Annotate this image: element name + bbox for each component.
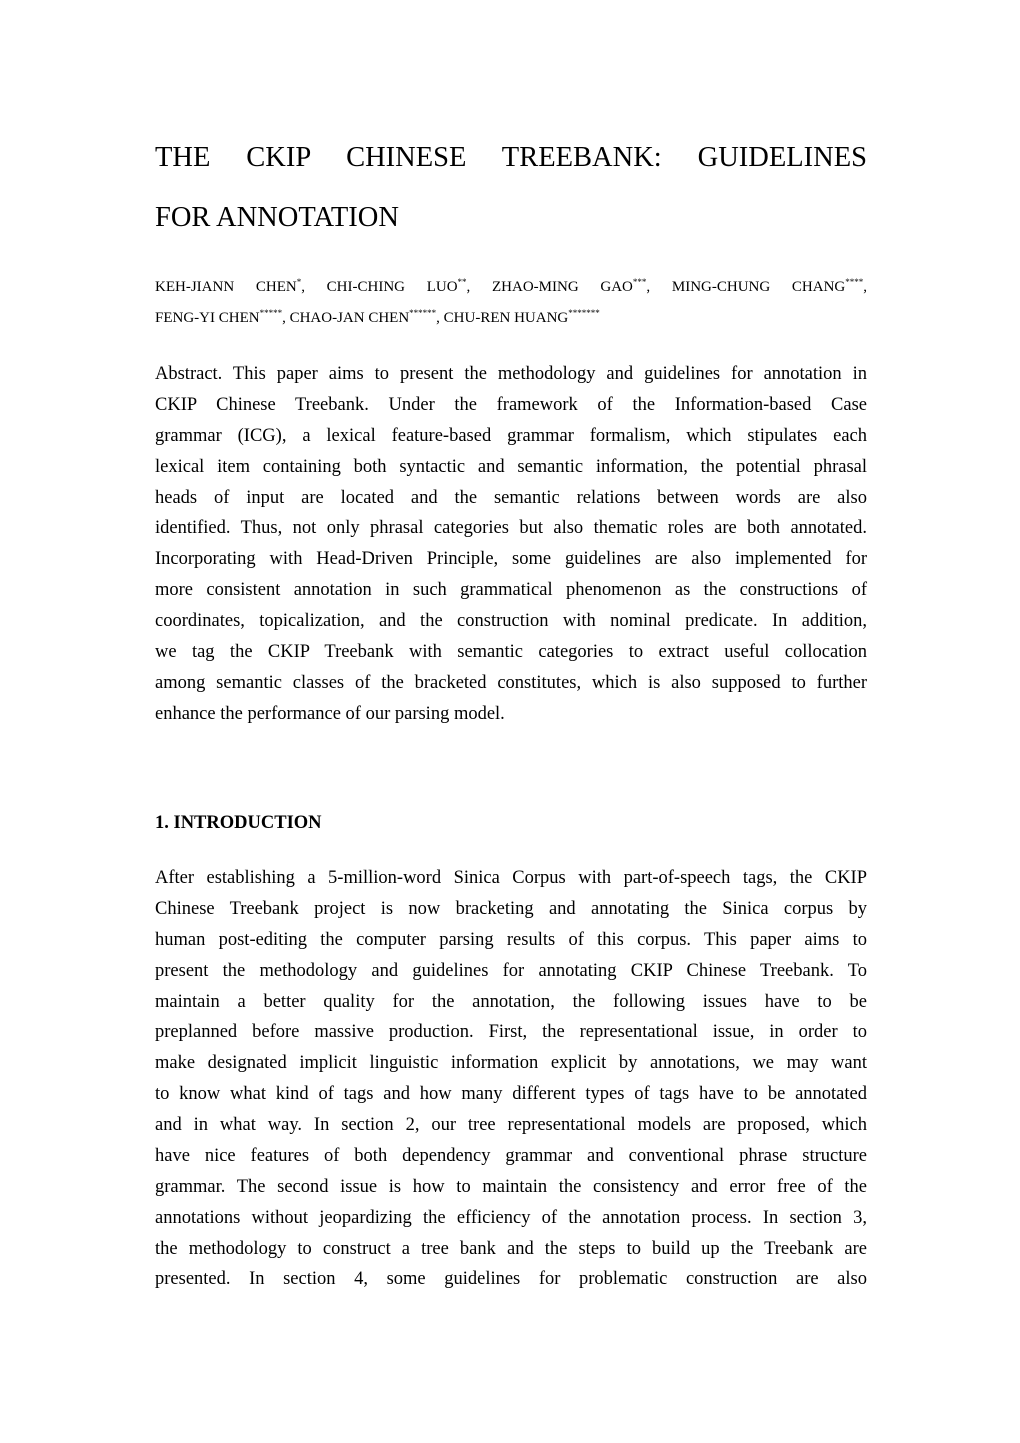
author-name: ZHAO-MING GAO — [492, 279, 633, 295]
body-line: annotations without jeopardizing the efficiency of the annotation process. In section 3, — [155, 1208, 867, 1228]
abstract-line: more consistent annotation in such grammatical phenomenon as the constructions of — [155, 580, 867, 600]
body-line: and in what way. In section 2, our tree representational models are proposed, which — [155, 1115, 867, 1135]
author-footnote-mark: ***** — [259, 308, 283, 318]
author-name: CHU-REN HUANG — [443, 310, 569, 326]
body-line: to know what kind of tags and how many different types of tags have to be annotated — [155, 1084, 867, 1104]
author-separator: , — [436, 310, 444, 326]
section-heading-introduction: 1. INTRODUCTION — [155, 813, 322, 833]
body-line: present the methodology and guidelines for annotating CKIP Chinese Treebank. To — [155, 961, 867, 981]
abstract-line: lexical item containing both syntactic and semantic information, the potential phrasal — [155, 457, 867, 477]
body-line: grammar. The second issue is how to maintain the consistency and error free of the — [155, 1177, 867, 1197]
abstract-line: CKIP Chinese Treebank. Under the framework of the Information-based Case — [155, 395, 867, 415]
abstract-line: Incorporating with Head-Driven Principle, some guidelines are also implemented for — [155, 549, 867, 569]
authors-line-2 — [155, 308, 867, 328]
author-footnote-mark: *** — [632, 277, 647, 287]
body-line: preplanned before massive production. First, the representational issue, in order to — [155, 1022, 867, 1042]
author-footnote-mark: * — [296, 277, 302, 287]
abstract-line: we tag the CKIP Treebank with semantic categories to extract useful collocation — [155, 642, 867, 662]
author-separator: , — [301, 279, 327, 295]
abstract-line: enhance the performance of our parsing model. — [155, 704, 505, 724]
author-separator: , — [646, 279, 672, 295]
paper-title-line-2: FOR ANNOTATION — [155, 202, 399, 233]
body-line: maintain a better quality for the annotation, the following issues have to be — [155, 992, 867, 1012]
body-line: have nice features of both dependency grammar and conventional phrase structure — [155, 1146, 867, 1166]
author-name: CHI-CHING LUO — [326, 279, 458, 295]
abstract-line: coordinates, topicalization, and the construction with nominal predicate. In addition, — [155, 611, 867, 631]
abstract-line: identified. Thus, not only phrasal categories but also thematic roles are both annotated. — [155, 518, 867, 538]
body-line: presented. In section 4, some guidelines for problematic construction are also — [155, 1269, 867, 1289]
author-separator: , — [282, 310, 290, 326]
body-line: make designated implicit linguistic information explicit by annotations, we may want — [155, 1053, 867, 1073]
authors-line-1 — [155, 277, 867, 297]
abstract-line: grammar (ICG), a lexical feature-based grammar formalism, which stipulates each — [155, 426, 867, 446]
body-line: the methodology to construct a tree bank and the steps to build up the Treebank are — [155, 1239, 867, 1259]
author-name: MING-CHUNG CHANG — [671, 279, 846, 295]
author-footnote-mark: ****** — [409, 308, 437, 318]
author-name: KEH-JIANN CHEN — [155, 279, 297, 295]
abstract-line: heads of input are located and the semantic relations between words are also — [155, 488, 867, 508]
author-separator: , — [466, 279, 493, 295]
paper-title-line-1: THE CKIP CHINESE TREEBANK: GUIDELINES — [155, 142, 867, 173]
abstract-line: among semantic classes of the bracketed constitutes, which is also supposed to further — [155, 673, 867, 693]
author-footnote-mark: ******* — [568, 308, 600, 318]
body-line: human post-editing the computer parsing results of this corpus. This paper aims to — [155, 930, 867, 950]
author-footnote-mark: **** — [845, 277, 864, 287]
author-separator: , — [863, 279, 867, 295]
body-line: After establishing a 5-million-word Sinica Corpus with part-of-speech tags, the CKIP — [155, 868, 867, 888]
body-line: Chinese Treebank project is now bracketing and annotating the Sinica corpus by — [155, 899, 867, 919]
author-footnote-mark: ** — [457, 277, 467, 287]
author-name: FENG-YI CHEN — [155, 310, 260, 326]
abstract-line: Abstract. This paper aims to present the methodology and guidelines for annotation in — [155, 364, 867, 384]
author-name: CHAO-JAN CHEN — [289, 310, 410, 326]
